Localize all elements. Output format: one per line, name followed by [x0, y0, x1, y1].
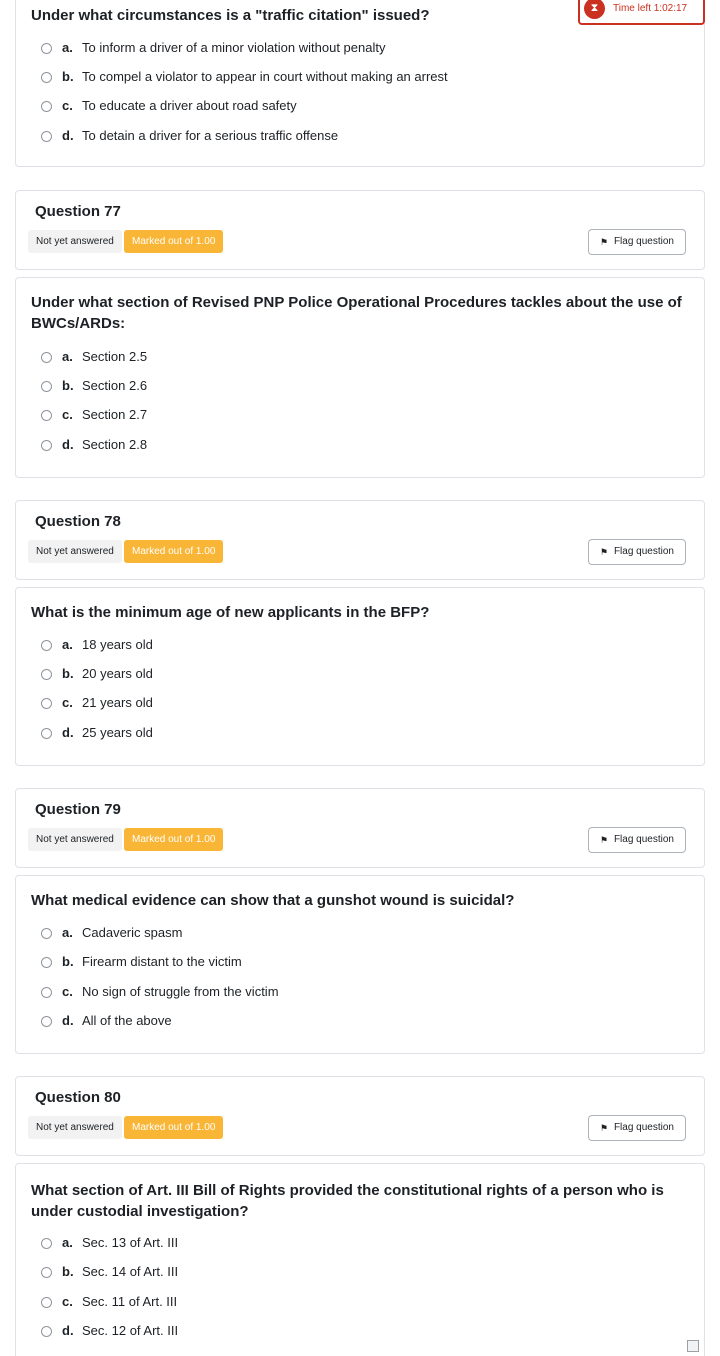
question-80-info [15, 1076, 705, 1156]
flag-label: Flag question [613, 236, 674, 247]
question-grade-badge: Marked out of 1.00 [124, 828, 223, 851]
option-letter: c. [62, 1294, 73, 1309]
flag-question-button[interactable] [588, 539, 686, 565]
answer-option-d[interactable] [41, 1010, 172, 1032]
option-text[interactable]: Section 2.5 [82, 349, 148, 364]
option-letter: c. [62, 98, 73, 113]
option-text[interactable]: All of the above [82, 1013, 172, 1028]
option-letter: a. [62, 637, 73, 652]
option-letter: a. [62, 925, 73, 940]
answer-option-b[interactable] [41, 66, 448, 88]
option-letter: d. [62, 725, 74, 740]
radio-button[interactable] [41, 957, 52, 968]
option-letter: d. [62, 1013, 74, 1028]
radio-button[interactable] [41, 1326, 52, 1337]
question-79-info [15, 788, 705, 868]
question-77-formulation [15, 277, 705, 478]
option-text[interactable]: Cadaveric spasm [82, 925, 183, 940]
option-letter: c. [62, 984, 73, 999]
question-77-info [15, 190, 705, 270]
radio-button[interactable] [41, 131, 52, 142]
answer-option-c[interactable] [41, 1291, 178, 1313]
question-grade-badge: Marked out of 1.00 [124, 1116, 223, 1139]
option-text[interactable]: Section 2.8 [82, 437, 148, 452]
answer-option-a[interactable] [41, 1232, 179, 1254]
question-grade-badge: Marked out of 1.00 [124, 540, 223, 563]
answer-option-d[interactable] [41, 1320, 179, 1342]
question-78-formulation [15, 587, 705, 766]
flag-question-button[interactable] [588, 229, 686, 255]
question-number: Question 78 [35, 513, 121, 530]
option-letter: d. [62, 437, 74, 452]
question-state-badge: Not yet answered [28, 828, 122, 851]
radio-button[interactable] [41, 381, 52, 392]
question-78-info [15, 500, 705, 580]
question-text: Under what circumstances is a "traffic citation" issued? [31, 7, 430, 24]
option-text[interactable]: To compel a violator to appear in court without making an arrest [82, 69, 448, 84]
question-76-formulation [15, 0, 705, 167]
option-text[interactable]: No sign of struggle from the victim [82, 984, 279, 999]
question-number: Question 80 [35, 1089, 121, 1106]
flag-icon: ⚑ [599, 1123, 608, 1133]
quiz-timer [578, 0, 705, 25]
radio-button[interactable] [41, 1238, 52, 1249]
answer-option-c[interactable] [41, 404, 148, 426]
option-text[interactable]: To detain a driver for a serious traffic offense [82, 128, 339, 143]
radio-button[interactable] [41, 728, 52, 739]
question-text: Under what section of Revised PNP Police Operational Procedures tackles about the use of BWCs/ARDs: [31, 294, 682, 332]
option-letter: d. [62, 1323, 74, 1338]
option-text[interactable]: Section 2.6 [82, 378, 148, 393]
answer-option-b[interactable] [41, 951, 242, 973]
flag-icon: ⚑ [599, 835, 608, 845]
option-letter: a. [62, 1235, 73, 1250]
question-text: What is the minimum age of new applicants in the BFP? [31, 604, 430, 621]
radio-button[interactable] [41, 43, 52, 54]
option-text[interactable]: 25 years old [82, 725, 153, 740]
option-letter: b. [62, 1264, 74, 1279]
option-text[interactable]: 20 years old [82, 666, 153, 681]
radio-button[interactable] [41, 72, 52, 83]
answer-option-b[interactable] [41, 1261, 179, 1283]
question-number: Question 77 [35, 203, 121, 220]
option-letter: a. [62, 40, 73, 55]
option-letter: a. [62, 349, 73, 364]
option-text[interactable]: Sec. 11 of Art. III [82, 1294, 178, 1309]
flag-label: Flag question [613, 834, 674, 845]
broken-image-icon [687, 1340, 699, 1352]
option-text[interactable]: Firearm distant to the victim [82, 954, 242, 969]
option-text[interactable]: Sec. 12 of Art. III [82, 1323, 179, 1338]
flag-icon: ⚑ [599, 547, 608, 557]
answer-option-d[interactable] [41, 722, 153, 744]
radio-button[interactable] [41, 1297, 52, 1308]
flag-label: Flag question [613, 546, 674, 557]
option-text[interactable]: 21 years old [82, 695, 153, 710]
option-text[interactable]: 18 years old [82, 637, 153, 652]
radio-button[interactable] [41, 928, 52, 939]
option-text[interactable]: Section 2.7 [82, 407, 148, 422]
answer-option-a[interactable] [41, 346, 148, 368]
radio-button[interactable] [41, 1016, 52, 1027]
flag-question-button[interactable] [588, 1115, 686, 1141]
flag-question-button[interactable] [588, 827, 686, 853]
question-80-formulation [15, 1163, 705, 1356]
answer-option-b[interactable] [41, 663, 153, 685]
question-state-badge: Not yet answered [28, 230, 122, 253]
question-number: Question 79 [35, 801, 121, 818]
answer-option-a[interactable] [41, 922, 183, 944]
radio-button[interactable] [41, 440, 52, 451]
answer-option-c[interactable] [41, 692, 153, 714]
option-text[interactable]: To educate a driver about road safety [82, 98, 297, 113]
option-text[interactable]: To inform a driver of a minor violation without penalty [82, 40, 386, 55]
hourglass-icon: ⧗ [584, 0, 605, 19]
option-letter: c. [62, 695, 73, 710]
answer-option-a[interactable] [41, 634, 153, 656]
question-text: What medical evidence can show that a gunshot wound is suicidal? [31, 892, 515, 909]
answer-option-c[interactable] [41, 981, 279, 1003]
answer-option-d[interactable] [41, 125, 339, 147]
option-letter: b. [62, 954, 74, 969]
option-letter: b. [62, 69, 74, 84]
answer-option-b[interactable] [41, 375, 148, 397]
answer-option-a[interactable] [41, 37, 386, 59]
radio-button[interactable] [41, 640, 52, 651]
radio-button[interactable] [41, 698, 52, 709]
option-letter: b. [62, 666, 74, 681]
question-state-badge: Not yet answered [28, 1116, 122, 1139]
radio-button[interactable] [41, 101, 52, 112]
option-letter: c. [62, 407, 73, 422]
timer-text: Time left 1:02:17 [613, 3, 688, 14]
question-grade-badge: Marked out of 1.00 [124, 230, 223, 253]
option-text[interactable]: Sec. 13 of Art. III [82, 1235, 179, 1250]
radio-button[interactable] [41, 352, 52, 363]
option-letter: d. [62, 128, 74, 143]
radio-button[interactable] [41, 669, 52, 680]
answer-option-d[interactable] [41, 434, 148, 456]
flag-icon: ⚑ [599, 237, 608, 247]
question-state-badge: Not yet answered [28, 540, 122, 563]
radio-button[interactable] [41, 410, 52, 421]
radio-button[interactable] [41, 987, 52, 998]
question-text: What section of Art. III Bill of Rights provided the constitutional rights of a person who is under custodial investigation? [31, 1182, 664, 1220]
option-text[interactable]: Sec. 14 of Art. III [82, 1264, 179, 1279]
question-79-formulation [15, 875, 705, 1054]
flag-label: Flag question [613, 1122, 674, 1133]
radio-button[interactable] [41, 1267, 52, 1278]
answer-option-c[interactable] [41, 95, 297, 117]
option-letter: b. [62, 378, 74, 393]
